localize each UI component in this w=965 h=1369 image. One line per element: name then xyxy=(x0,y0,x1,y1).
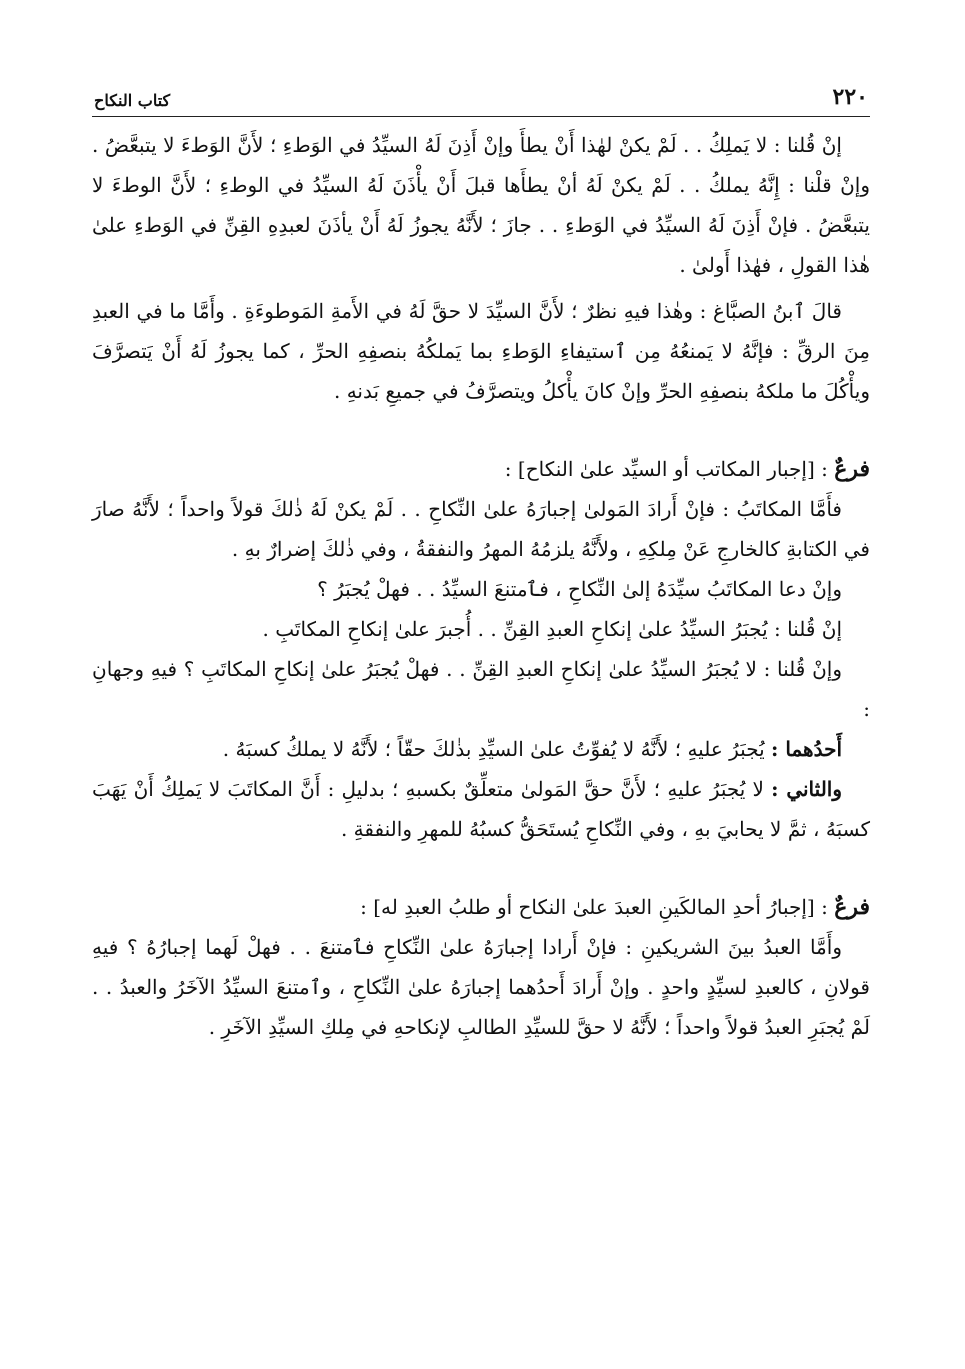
paragraph: وإنْ قُلنا : لا يُجبَرُ السيِّدُ علىٰ إنكاحِ العبدِ القِنِّ . . فهلْ يُجبَرُ علىٰ إنكاحِ المكاتَبِ ؟ فيهِ وجهانِ : xyxy=(92,657,870,721)
opinion-label: والثاني : xyxy=(771,777,842,801)
opinion-text: يُجبَرُ عليهِ ؛ لأَنَّهُ لا يُفوِّتُ علىٰ السيِّدِ بذٰلكَ حقّاً ؛ لأَنَّهُ لا يملكُ كسبَهُ . xyxy=(222,737,765,761)
book-page xyxy=(92,84,870,1047)
paragraph: وأَمَّا العبدُ بينَ الشريكينِ : فإنْ أَرادا إجبارَهُ علىٰ النِّكاحِ فٱمتنعَ . . فهلْ لَهما إجبارُهُ ؟ فيهِ قولانِ ، كالعبدِ لسيِّدٍ واحدٍ . وإنْ أَرادَ أَحدُهما إجبارَهُ علىٰ النِّكاحِ ، وٱمتنعَ السيِّدُ الآخَرُ والعبدُ . . لَمْ يُجبَرِ العبدُ قولاً واحداً ؛ لأَنَّهُ لا حقَّ للسيِّدِ الطالبِ لإنكاحهِ في مِلكِ السيِّدِ الآخَرِ . xyxy=(92,935,870,1039)
opinion-paragraph xyxy=(92,769,870,849)
branch-title: : [إجبارُ أحدِ المالكَينِ العبدَ علىٰ النكاح أو طلبُ العبدِ له] : xyxy=(360,895,828,919)
paragraph: فأَمَّا المكاتَبُ : فإنْ أَرادَ المَولىٰ إجبارَهُ علىٰ النِّكاحِ . . لَمْ يكنْ لَهُ ذٰلكَ قولاً واحداً ؛ لأَنَّهُ صارَ في الكتابةِ كالخارجِ عَنْ مِلكِهِ ، ولأَنَّهُ يلزمُهُ المهرُ والنفقةُ ، وفي ذٰلكَ إضرارٌ بهِ . xyxy=(92,497,870,561)
running-title: كتاب النكاح xyxy=(94,91,171,110)
branch-heading xyxy=(92,449,870,489)
branch-label: فرعٌ xyxy=(834,894,870,920)
opinion-text: لا يُجبَرُ عليهِ ؛ لأَنَّ حقَّ المَولىٰ متعلِّقٌ بكسبهِ ؛ بدليلِ : أَنَّ المكاتَبَ لا يَملِكُ أَنْ يَهَبَ كسبَهُ ، ثمَّ لا يحابيَ بهِ ، وفي النِّكاحِ يُستَحَقُّ كسبُهُ للمهرِ والنفقةِ . xyxy=(92,777,870,841)
branch-heading xyxy=(92,887,870,927)
paragraph: قالَ ٱبنُ الصبَّاغ : وهٰذا فيهِ نظرٌ ؛ لأَنَّ السيِّدَ لا حقَّ لَهُ في الأَمةِ المَوطوءَةِ . وأَمَّا ما في العبدِ مِنَ الرقِّ : فإنَّهُ لا يَمنعُهُ مِن ٱستيفاءِ الوَطءِ بما يَملكُهُ بنصفِهِ الحرِّ ، كما يجوزُ لَهُ أَنْ يَتصرَّفَ ويأْكُلَ ما ملكهُ بنصفِهِ الحرِّ وإنْ كانَ يأْكلُ ويتصرَّفُ في جميعِ بَدنهِ . xyxy=(92,299,870,403)
page-number: ٢٢٠ xyxy=(832,84,868,110)
branch-title: : [إجبار المكاتب أو السيِّد علىٰ النكاح] : xyxy=(504,457,828,481)
paragraph: وإنْ دعا المكاتَبُ سيِّدَهُ إلىٰ النِّكاحِ ، فٱمتنعَ السيِّدُ . . فهلْ يُجبَرُ ؟ xyxy=(317,577,842,601)
page-header xyxy=(92,84,870,117)
opinion-label: أَحدُهما : xyxy=(771,737,842,761)
opinion-paragraph xyxy=(92,729,870,769)
paragraph: إنْ قُلنا : يُجبَرُ السيِّدُ علىٰ إنكاحِ العبدِ القِنِّ . . أُجبرَ علىٰ إنكاحِ المكاتَبِ . xyxy=(262,617,842,641)
paragraph: إنْ قُلنا : لا يَملِكُ . . لَمْ يكنْ لهٰذا أَنْ يطأَ وإنْ أَذِنَ لَهُ السيِّدُ في الوَطءِ ؛ لأَنَّ الوَطءَ لا يتبعَّضُ . وإنْ قلْنا : إِنَّهُ يملكُ . . لَمْ يكنْ لَهُ أنْ يطأَها قبلَ أَنْ يأْذَنَ لَهُ السيِّدُ في الوطءِ ؛ لأَنَّ الوطءَ لا يتبعَّضُ . فإنْ أَذِنَ لَهُ السيِّدُ في الوَطءِ . . جازَ ؛ لأَنَّهُ يجوزُ لَهُ أَنْ يأذَنَ لعبدِهِ القِنِّ في الوَطءِ علىٰ هٰذا القولِ ، فهٰذا أَولىٰ . xyxy=(92,133,870,277)
branch-label: فرعٌ xyxy=(834,456,870,482)
